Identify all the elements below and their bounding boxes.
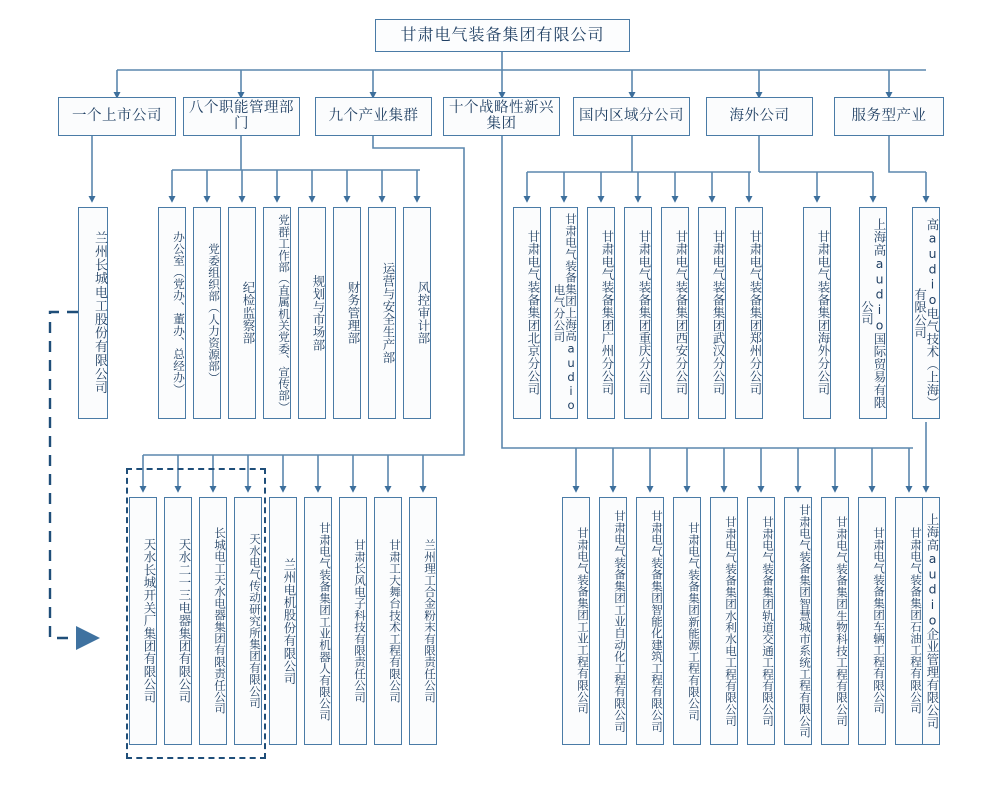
department-label: 财务管理部 [346,281,361,345]
cluster-label: 天水长城开关厂集团有限公司 [142,538,157,704]
category-label: 九个产业集群 [328,107,419,124]
strategic-node[interactable] [747,497,775,745]
company-node-listed[interactable] [78,207,108,419]
strategic-node[interactable] [599,497,627,745]
branch-node[interactable] [624,207,652,419]
cluster-label: 甘肃工大舞台技术工程有限公司 [388,539,402,703]
department-label: 运营与安全生产部 [381,262,396,364]
branch-label: 甘肃电气装备集团武汉分公司 [711,230,726,396]
cluster-label: 天水二一三电器集团有限公司 [177,538,192,704]
category-label: 海外公司 [729,107,790,124]
branch-label: 甘肃电气装备集团郑州分公司 [748,230,763,396]
root-node[interactable] [375,19,630,52]
department-node[interactable] [333,207,361,419]
cluster-node[interactable] [304,497,332,745]
cluster-node[interactable] [374,497,402,745]
strategic-label: 甘肃电气装备集团智慧城市系统工程有限公司 [798,504,812,738]
overseas-node[interactable] [859,207,887,419]
department-node[interactable] [193,207,221,419]
department-node[interactable] [368,207,396,419]
strategic-label: 甘肃电气装备集团石油工程有限公司 [909,527,923,715]
department-label: 办公室（党办、董办、总经办） [172,231,186,395]
cluster-label: 兰州理工合金粉末有限责任公司 [423,539,437,703]
branch-label: 甘肃电气装备集团西安分公司 [674,230,689,396]
service-label: 上海高audio企业管理有限公司 [925,512,940,730]
branch-node[interactable] [513,207,541,419]
strategic-label: 甘肃电气装备集团轨道交通工程有限公司 [761,515,775,727]
cluster-label: 长城电工天水电器集团有限责任公司 [213,527,227,715]
cluster-node[interactable] [129,497,157,745]
category-label: 十个战略性新兴集团 [449,100,554,132]
cluster-label: 甘肃长风电子科技有限责任公司 [353,539,367,703]
strategic-node[interactable] [562,497,590,745]
department-label: 规划与市场部 [311,274,326,352]
category-label: 一个上市公司 [72,107,162,124]
strategic-label: 甘肃电气装备集团生物科技工程有限公司 [835,515,849,727]
branch-label: 甘肃电气装备集团北京分公司 [526,230,541,396]
strategic-label: 甘肃电气装备集团新能源工程有限公司 [687,521,701,721]
overseas-label: 上海高audio国际贸易有限公司 [859,217,887,409]
strategic-node[interactable] [636,497,664,745]
strategic-node[interactable] [673,497,701,745]
strategic-label: 甘肃电气装备集团车辆工程有限公司 [872,527,886,715]
branch-node[interactable] [735,207,763,419]
cluster-node[interactable] [164,497,192,745]
branch-label: 甘肃电气装备集团广州分公司 [600,230,615,396]
category-node-industrial-clusters[interactable] [315,97,432,136]
department-node[interactable] [263,207,291,419]
cluster-label: 甘肃电气装备集团工业机器人有限公司 [318,521,332,721]
company-label: 兰州长城电工股份有限公司 [92,231,107,395]
branch-label: 甘肃电气装备集团上海高audio电气分公司 [552,213,578,413]
department-node[interactable] [403,207,431,419]
department-node[interactable] [228,207,256,419]
category-node-functional-departments[interactable] [183,97,300,136]
strategic-node[interactable] [858,497,886,745]
strategic-label: 甘肃电气装备集团智能化建筑工程有限公司 [650,509,664,733]
service-node[interactable] [912,207,940,419]
department-label: 纪检监察部 [241,281,256,345]
branch-node[interactable] [661,207,689,419]
category-label: 八个职能管理部门 [189,100,294,132]
branch-node[interactable] [550,207,578,419]
department-node[interactable] [158,207,186,419]
department-node[interactable] [298,207,326,419]
strategic-node[interactable] [821,497,849,745]
cluster-node[interactable] [199,497,227,745]
category-label: 服务型产业 [851,107,927,124]
overseas-label: 甘肃电气装备集团海外分公司 [816,230,831,396]
category-node-listed-company[interactable] [58,97,176,136]
strategic-node[interactable] [895,497,923,745]
root-label: 甘肃电气装备集团有限公司 [400,25,605,45]
cluster-node[interactable] [269,497,297,745]
branch-node[interactable] [587,207,615,419]
department-label: 党群工作部（直属机关党委、宣传部） [277,213,291,413]
strategic-label: 甘肃电气装备集团工业工程有限公司 [576,527,590,715]
overseas-node[interactable] [803,207,831,419]
department-label: 风控审计部 [416,281,431,345]
category-node-domestic-branches[interactable] [573,97,690,136]
service-label: 高audio电气技术（上海）有限公司 [912,217,940,409]
cluster-label: 天水电气传动研究所集团有限公司 [248,533,262,709]
category-label: 国内区域分公司 [579,107,684,124]
branch-label: 甘肃电气装备集团重庆分公司 [637,230,652,396]
category-node-overseas[interactable] [706,97,813,136]
strategic-label: 甘肃电气装备集团工业自动化工程有限公司 [613,509,627,733]
cluster-node[interactable] [409,497,437,745]
cluster-label: 兰州电机股份有限公司 [282,557,297,685]
department-label: 党委组织部（人力资源部） [207,242,221,384]
cluster-node[interactable] [234,497,262,745]
branch-node[interactable] [698,207,726,419]
category-node-strategic-emerging[interactable] [443,97,560,136]
strategic-node[interactable] [710,497,738,745]
strategic-node[interactable] [784,497,812,745]
cluster-node[interactable] [339,497,367,745]
strategic-label: 甘肃电气装备集团水利水电工程有限公司 [724,515,738,727]
category-node-service-industry[interactable] [834,97,944,136]
